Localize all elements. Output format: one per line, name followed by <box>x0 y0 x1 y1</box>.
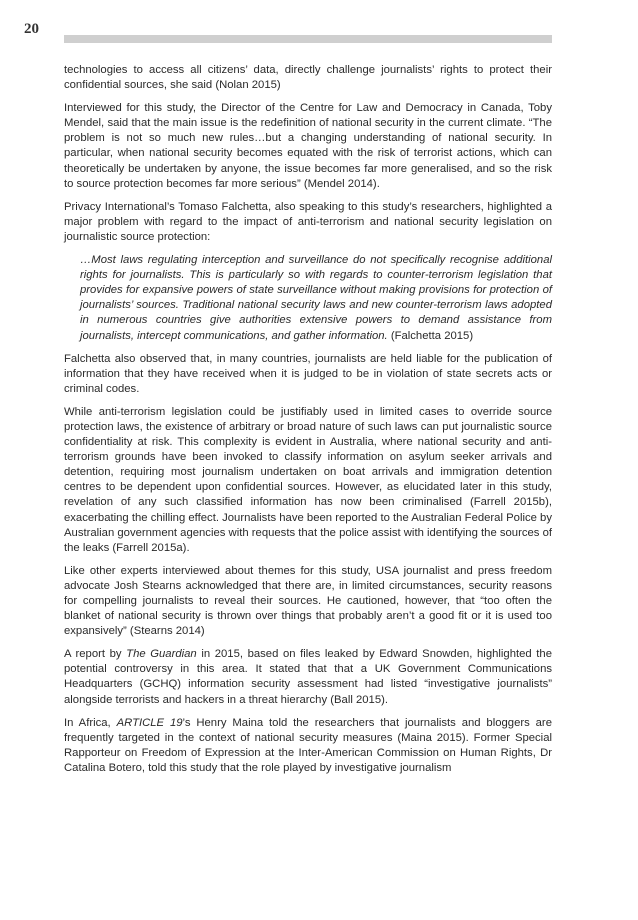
paragraph: While anti-terrorism legislation could be justifiably used in limited cases to override source protection laws, the existence of arbitrary or broad nature of such laws can put journalistic source confidentiality at risk. This complexity is evident in Australia, where national security and anti-terrorism grounds have been invoked to classify information on asylum seeker arrivals and detention, requiring most journalism undertaken on boat arrivals and immigration detention centres to be dependent upon confidential sources. However, as elucidated later in this study, revelation of any such classified information has now been criminalised (Farrell 2015b), exacerbating the chilling effect. Journalists have been reported to the Australian Federal Police by Australian government agencies with requests that the police assist with identifying the sources of the leaks (Farrell 2015a). <box>64 405 552 554</box>
text-run: A report by <box>64 648 127 661</box>
header-bar <box>64 35 552 43</box>
paragraph <box>64 716 552 776</box>
paragraph <box>64 647 552 707</box>
block-quote <box>80 253 552 344</box>
paragraph: Privacy International’s Tomaso Falchetta, also speaking to this study’s researchers, highlighted a major problem with regard to the impact of anti-terrorism and national security legislation on journalistic source protection: <box>64 200 552 243</box>
paragraph: Like other experts interviewed about themes for this study, USA journalist and press freedom advocate Josh Stearns acknowledged that there are, in limited circumstances, security reasons for compelling journalists to reveal their sources. He cautioned, however, that “too often the blanket of national security is thrown over things that probably aren’t a good fit or it is used too expansively” (Stearns 2014) <box>64 564 552 638</box>
text-run: In Africa, <box>64 716 117 729</box>
paragraph: Interviewed for this study, the Director of the Centre for Law and Democracy in Canada, Toby Mendel, said that the main issue is the redefinition of national security in the current climate. “The problem is not so much new rules…but a changing understanding of national security. In particular, when national security becomes equated with the risk of terrorist actions, which can theoretically be undertaken by anyone, the issue becomes far more generalised, and so the risk to source protection becomes far more serious” (Mendel 2014). <box>64 102 552 190</box>
organisation-name: ARTICLE 19 <box>116 716 183 729</box>
page-number: 20 <box>24 21 39 37</box>
text-run: in 2015, based on files leaked by Edward Snowden, highlighted the potential controversy in this area. It stated that that a UK Government Communications Headquarters (GCHQ) information security assessment had listed “investigative journalists” alongside terrorists and hackers in a threat hierarchy (Ball 2015). <box>64 648 552 706</box>
text-run: ’s Henry Maina told the researchers that journalists and bloggers are frequently targeted in the context of national security measures (Maina 2015). Former Special Rapporteur on Freedom of Expression at the Inter-American Commission on Human Rights, Dr Catalina Botero, told this study that the role played by investigative journalism <box>64 716 552 774</box>
paragraph: Falchetta also observed that, in many countries, journalists are held liable for the publication of information that they have received when it is judged to be in violation of state secrets acts or criminal codes. <box>64 352 552 395</box>
paragraph: technologies to access all citizens’ data, directly challenge journalists’ rights to protect their confidential sources, she said (Nolan 2015) <box>64 64 552 92</box>
quote-citation: (Falchetta 2015) <box>387 329 474 342</box>
body-text <box>64 63 552 784</box>
quote-text: …Most laws regulating interception and surveillance do not specifically recognise additional rights for journalists. This is particularly so with regards to counter-terrorism legislation that provides for expansive powers of state surveillance without making provisions for protection of journalists’ sources. Traditional national security laws and new counter-terrorism laws adopted in numerous countries give authorities extensive powers to demand assistance from journalists, intercept communications, and gather information. <box>80 254 552 342</box>
publication-title: The Guardian <box>126 648 197 661</box>
